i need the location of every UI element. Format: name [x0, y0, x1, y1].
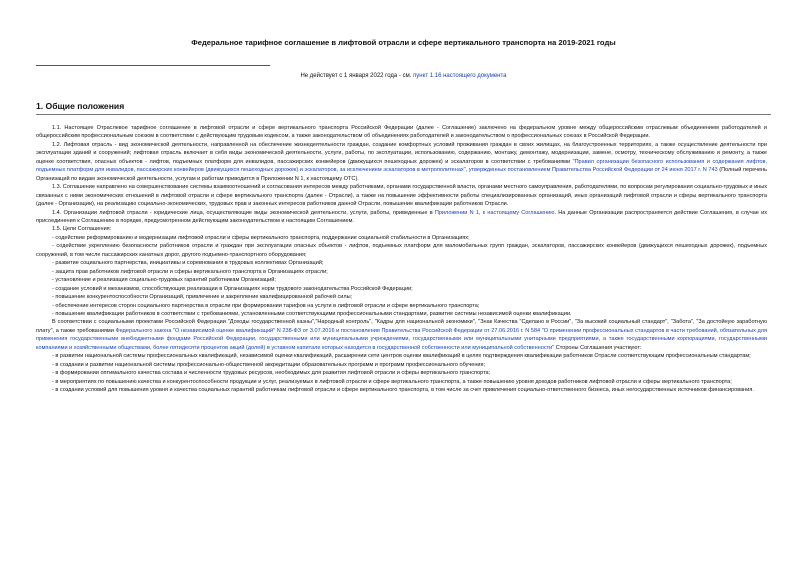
paragraph-text-end: Стороны Соглашения участвуют:: [554, 344, 642, 351]
validity-notice: [0, 73, 807, 79]
paragraph: [36, 183, 767, 208]
paragraph-text: В соответствии с социальными проектами Российской Федерации "Доходы государственной казны","Народный контроль", "Кадры для национальной экономики", "Знак Качества "Сделано в России", "За высокий социальный стандарт", "Забота", "За достойную заработную плату", а также требованиями: [36, 319, 767, 334]
paragraph: [36, 234, 767, 242]
paragraph-text: - в мероприятиях по повышению качества и конкурентоспособности продукции и услуг, реализуемых в лифтовой отрасли и сфере вертикального транспорта, а также повышению уровня доходов работников лифтовой отрасли и сферы вертикального транспорта;: [52, 378, 732, 385]
section-title: 1. Общие положения: [36, 101, 125, 111]
paragraph-text: 1.2. Лифтовая отрасль - вид экономической деятельности, направленной на обеспечение жизнедеятельности граждан, создание комфортных условий проживания граждан в своих жилищах, на благоустроенных территориях, а также осуществление деятельности при эксплуатации зданий и сооружений; лифтовая отрасль включает в себя виды экономической деятельности, услуги, работы, по эксплуатации, использованию, содержанию, монтажу, демонтажу, модернизации, замене, осмотру, техническому обслуживанию и ремонту, а также оценке соответствия, опасных объектов - лифтов, подъемных платформ для инвалидов, пассажирских конвейеров (движущихся пешеходных дорожек) и эскалаторов в соответствии с требованиями: [36, 141, 767, 165]
validity-notice-text: Не действует с 1 января 2022 года - см.: [300, 73, 414, 79]
paragraph: [36, 225, 767, 233]
paragraph: [36, 259, 767, 267]
paragraph: [36, 268, 767, 276]
paragraph-text: - создание условий и механизмов, способствующих реализации в Организациях норм трудового законодательства Российской Федерации;: [52, 285, 413, 292]
paragraph-text: - установление и реализация социально-трудовых гарантий работникам Организаций;: [52, 277, 276, 284]
paragraph-text-end: (Полный перечень Организаций по видам экономической деятельности, услугам и работам приводится в Приложении N 1, к настоящему ОТС).: [36, 167, 767, 182]
paragraph-text: - содействие укреплению безопасности работников отрасли и граждан при эксплуатации опасных объектов - лифтов, подъемных платформ для маломобильных групп граждан, эскалаторов, пассажирских конвейеров (движущихся пешеходных дорожек), подъемных сооружений, в том числе пассажирских канатных дорог, другого подъемно-транспортного оборудования;: [36, 243, 767, 258]
paragraph: [36, 302, 767, 310]
paragraph: [36, 310, 767, 318]
paragraph-text: - защита прав работников лифтовой отрасли и сферы вертикального транспорта в Организациях отрасли;: [52, 268, 328, 275]
paragraph-text: - в создании и развитии национальной системы профессионально-общественной аккредитации образовательных программ и программ профессионального обучения;: [52, 361, 486, 368]
paragraph-link[interactable]: Приложении N 1, к настоящему Соглашению: [434, 209, 555, 216]
paragraph-text: - повышение квалификации работников в соответствии с требованиями, установленными соответствующими профессиональными стандартами, развитие системы независимой оценки квалификации.: [52, 310, 572, 317]
paragraph: [36, 141, 767, 183]
paragraph: [36, 209, 767, 226]
paragraph-text: 1.5. Цели Соглашения:: [52, 226, 112, 233]
paragraph: [36, 386, 767, 394]
paragraph: [36, 293, 767, 301]
paragraph: [36, 285, 767, 293]
paragraph: [36, 352, 767, 360]
document-title: Федеральное тарифное соглашение в лифтовой отрасли и сфере вертикального транспорта на 2019-2021 годы: [191, 38, 616, 47]
title-divider: [36, 65, 270, 66]
paragraph-text: - в развитии национальной системы профессиональных квалификаций, независимой оценки квалификаций, расширении сети центров оценки квалификаций в целях подтверждения квалификации работников Отрасли соответствующим профессиональным стандартам;: [52, 353, 751, 360]
paragraph-link[interactable]: Федерального закона "О независимой оценке квалификаций" N 238-ФЗ от 3.07.2016 и постановления Правительства Российской Федерации от 27.06.2016 г. N 584 "О применении профессиональных стандартов в части требований, обязательных для применения государственными внебюджетными фондами Российской Федерации, государственными или муниципальными учреждениями, государственными или муниципальными унитарными предприятиями, а также государственными корпорациями, государственными компаниями и хозяйственными обществами, более пятидесяти процентов акций (долей) в уставном капитале которых находится в государственной собственности или муниципальной собственности": [36, 327, 767, 351]
paragraph-text: - повышение конкурентоспособности Организаций, привлечение и закрепление квалифицированной рабочей силы;: [52, 294, 353, 301]
paragraph-text: - развитие социального партнерства, инициативы и соревнования в трудовых коллективах Организаций;: [52, 260, 324, 267]
paragraph-text: 1.1. Настоящее Отраслевое тарифное соглашение в лифтовой отрасли и сфере вертикального транспорта Российской Федерации (далее - Соглашение) заключено на федеральном уровне между общероссийским отраслевым объединением работодателей и общероссийским профессиональным союзом в соответствии с действующим трудовым кодексом, а также законодательством об объединениях работодателей и законодательством о профессиональных союзах в Российской Федерации.: [36, 125, 767, 140]
paragraph-text-end: . На данные Организации распространяется действие Соглашения, в случае их присоединения к Соглашению в порядке, предусмотренном действующим законодательством и настоящим Соглашением.: [36, 209, 767, 224]
section-divider: [36, 114, 771, 115]
paragraph-text: - в формировании оптимального качества состава и численности трудовых ресурсов, необходимых для развития лифтовой отрасли и сферы вертикального транспорта;: [52, 370, 491, 377]
paragraph-text: 1.4. Организации лифтовой отрасли - юридические лица, осуществляющие виды экономической деятельности, услуги, работы, приведенные в: [52, 209, 435, 216]
paragraph-text: - содействие реформированию и модернизации лифтовой отрасли и сферы вертикального транспорта, поддержание социальной стабильности в Организациях;: [52, 234, 470, 241]
paragraph: [36, 318, 767, 352]
validity-notice-link[interactable]: пункт 1.16 настоящего документа: [413, 73, 507, 79]
paragraph: [36, 361, 767, 369]
paragraph-link[interactable]: "Правил организации безопасного использования и содержания лифтов, подъемных платформ для инвалидов, пассажирских конвейеров (движущихся пешеходных дорожек) и эскалаторов, за исключением эскалаторов в метрополитенах", утвержденных постановлением Правительства Российской Федерации от 24 июня 2017 г. N 743: [36, 158, 768, 174]
paragraph-text: - в создании условий для повышения уровня и качества социальных гарантий работникам лифтовой отрасли и сфере вертикального транспорта, в том числе за счет привлечения социально-ответственного бизнеса, иных негосударственных источников финансирования.: [52, 387, 754, 394]
paragraph-text: 1.3. Соглашение направлено на совершенствование системы взаимоотношений и согласования интересов между работниками, органами государственной власти, органами местного самоуправления, работодателями, по вопросам регулирования социально-трудовых и иных связанных с ними экономических отношений в лифтовой отрасли и сфере вертикального транспорта (далее - Отрасли), а также на повышение эффективности работы специализированных организаций, иных организаций лифтовой отрасли и сферы вертикального транспорта (далее - Организации), на реализацию социально-экономических, трудовых прав и законных интересов работников данной Отрасли, повышение квалификации работников Отрасли.: [36, 184, 767, 208]
paragraph: [36, 276, 767, 284]
paragraph-text: - обеспечение интересов сторон социального партнерства в отрасли при формировании тарифов на услуги в лифтовой отрасли и сфере вертикального транспорта;: [52, 302, 480, 309]
paragraph: [36, 124, 767, 141]
paragraph: [36, 369, 767, 377]
paragraph: [36, 242, 767, 259]
paragraph: [36, 378, 767, 386]
document-body: [36, 124, 767, 395]
